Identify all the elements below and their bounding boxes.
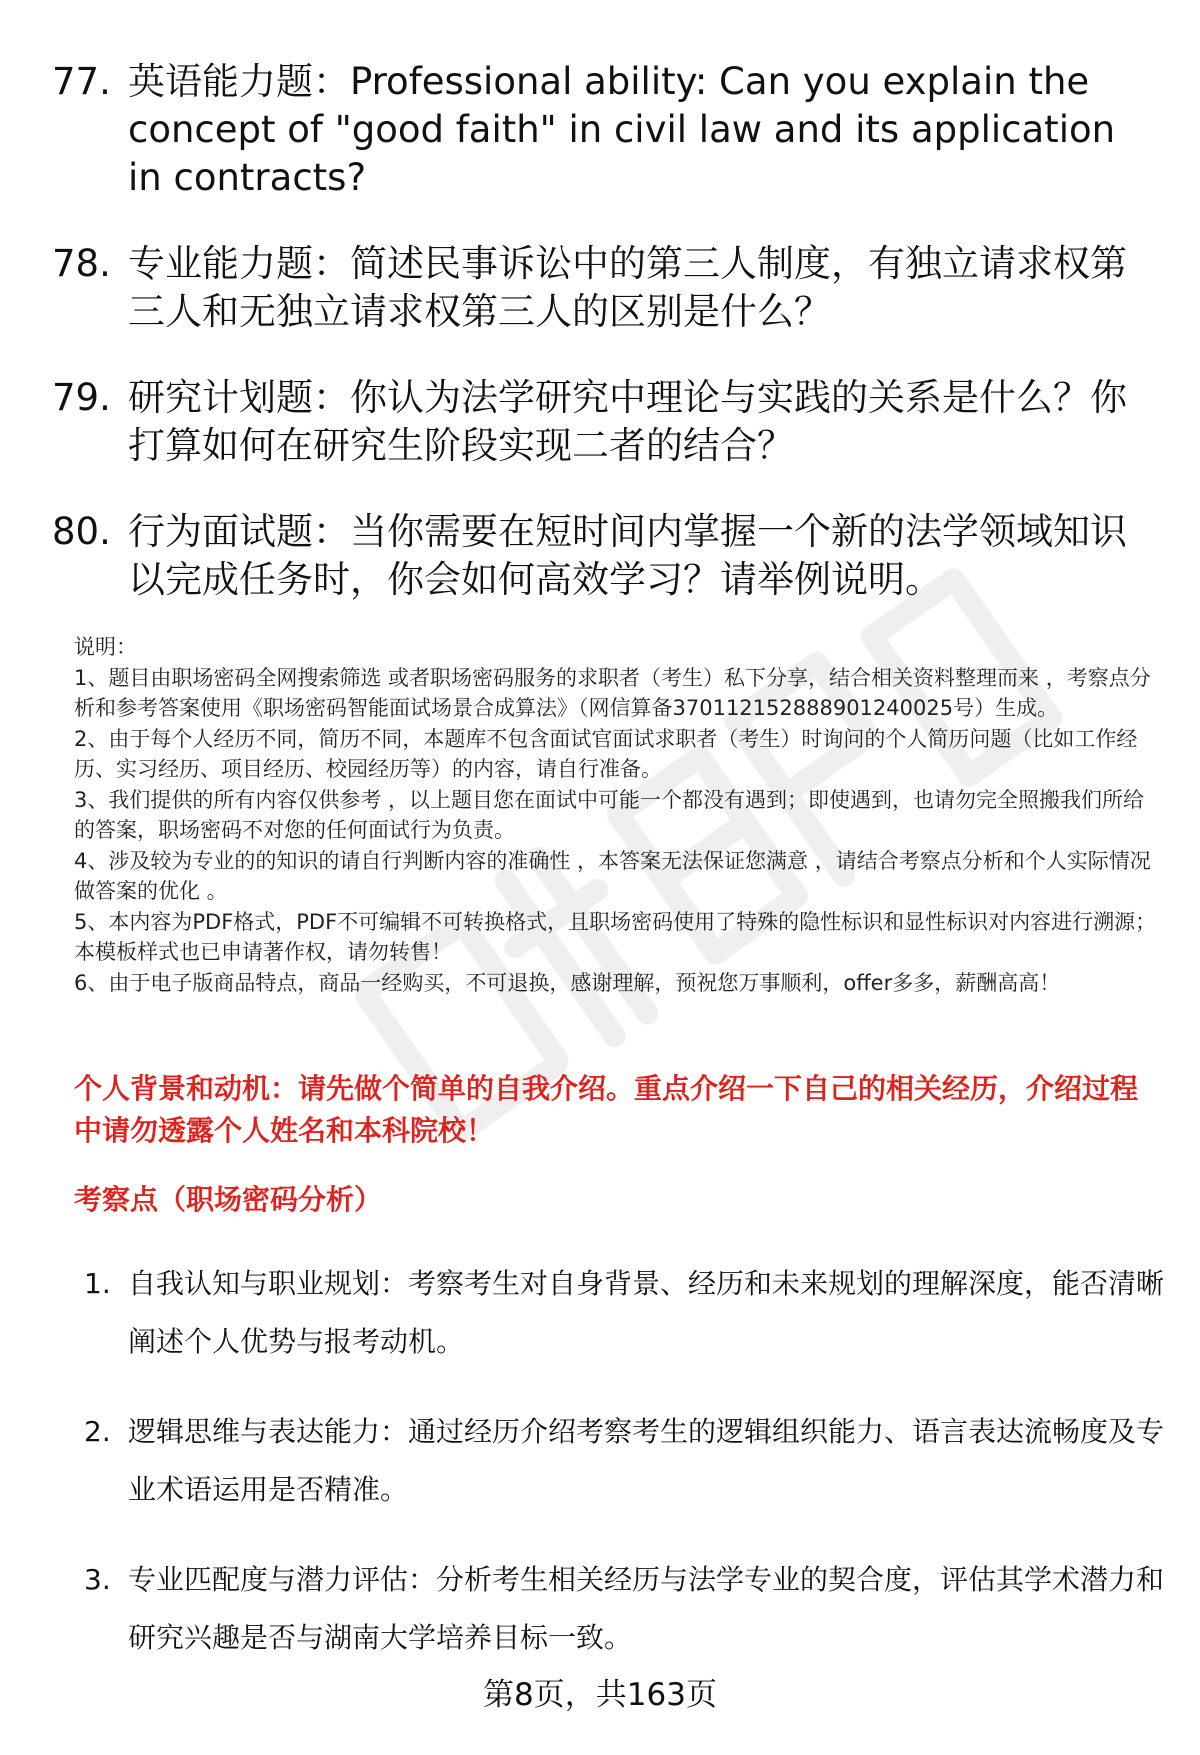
notes-title: 说明：	[74, 635, 137, 659]
question-number: 78.	[52, 242, 111, 285]
analysis-point	[84, 1551, 1164, 1667]
question-number: 80.	[52, 510, 111, 553]
point-number: 2.	[84, 1415, 111, 1448]
note-item: 5、本内容为PDF格式，PDF不可编辑不可转换格式，且职场密码使用了特殊的隐性标识和显性标识对内容进行溯源；本模板样式也已申请著作权，请勿转售！	[74, 909, 1157, 964]
point-text: 专业匹配度与潜力评估：分析考生相关经历与法学专业的契合度，评估其学术潜力和研究兴趣是否与湖南大学培养目标一致。	[128, 1563, 1165, 1654]
note-item: 2、由于每个人经历不同，简历不同，本题库不包含面试官面试求职者（考生）时询问的个人简历问题（比如工作经历、实习经历、项目经历、校园经历等）的内容，请自行准备。	[74, 726, 1138, 781]
note-item: 1、题目由职场密码全网搜索筛选 或者职场密码服务的求职者（考生）私下分享，结合相关资料整理而来 ，考察点分析和参考答案使用《职场密码智能面试场景合成算法》（网信算备370112152888901240025号）生成。	[74, 665, 1151, 720]
analysis-points-list	[84, 1255, 1164, 1699]
question-number: 79.	[52, 376, 111, 419]
point-text: 逻辑思维与表达能力：通过经历介绍考察考生的逻辑组织能力、语言表达流畅度及专业术语运用是否精准。	[128, 1415, 1165, 1506]
analysis-point	[84, 1255, 1164, 1371]
question-text: 专业能力题：简述民事诉讼中的第三人制度，有独立请求权第三人和无独立请求权第三人的区别是什么？	[128, 242, 1127, 333]
question-list	[52, 58, 1152, 642]
analysis-section-heading: 考察点（职场密码分析）	[74, 1183, 383, 1216]
note-item: 3、我们提供的所有内容仅供参考 ，以上题目您在面试中可能一个都没有遇到；即使遇到，也请勿完全照搬我们所给的答案，职场密码不对您的任何面试行为负责。	[74, 787, 1145, 842]
interview-question-heading: 个人背景和动机：请先做个简单的自我介绍。重点介绍一下自己的相关经历，介绍过程中请勿透露个人姓名和本科院校！	[74, 1072, 1139, 1147]
point-text: 自我认知与职业规划：考察考生对自身背景、经历和未来规划的理解深度，能否清晰阐述个人优势与报考动机。	[128, 1267, 1165, 1358]
note-item: 4、涉及较为专业的的知识的请自行判断内容的准确性 ，本答案无法保证您满意 ，请结合考察点分析和个人实际情况做答案的优化 。	[74, 848, 1151, 903]
point-number: 3.	[84, 1563, 111, 1596]
question-text: 行为面试题：当你需要在短时间内掌握一个新的法学领域知识以完成任务时，你会如何高效学习？请举例说明。	[128, 510, 1127, 601]
page-footer: 第8页，共163页	[483, 1677, 717, 1713]
note-item: 6、由于电子版商品特点，商品一经购买，不可退换，感谢理解，预祝您万事顺利，offer多多，薪酬高高！	[74, 970, 1061, 995]
point-number: 1.	[84, 1267, 111, 1300]
notes-section	[74, 632, 1164, 998]
question-item	[52, 374, 1152, 470]
question-text: 英语能力题：Professional ability: Can you explain the concept of "good faith" in civil law and its application in contracts?	[128, 60, 1116, 199]
question-item	[52, 240, 1152, 336]
analysis-point	[84, 1403, 1164, 1519]
question-item	[52, 58, 1152, 202]
question-text: 研究计划题：你认为法学研究中理论与实践的关系是什么？你打算如何在研究生阶段实现二者的结合？	[128, 376, 1127, 467]
question-item	[52, 508, 1152, 604]
question-number: 77.	[52, 60, 111, 103]
